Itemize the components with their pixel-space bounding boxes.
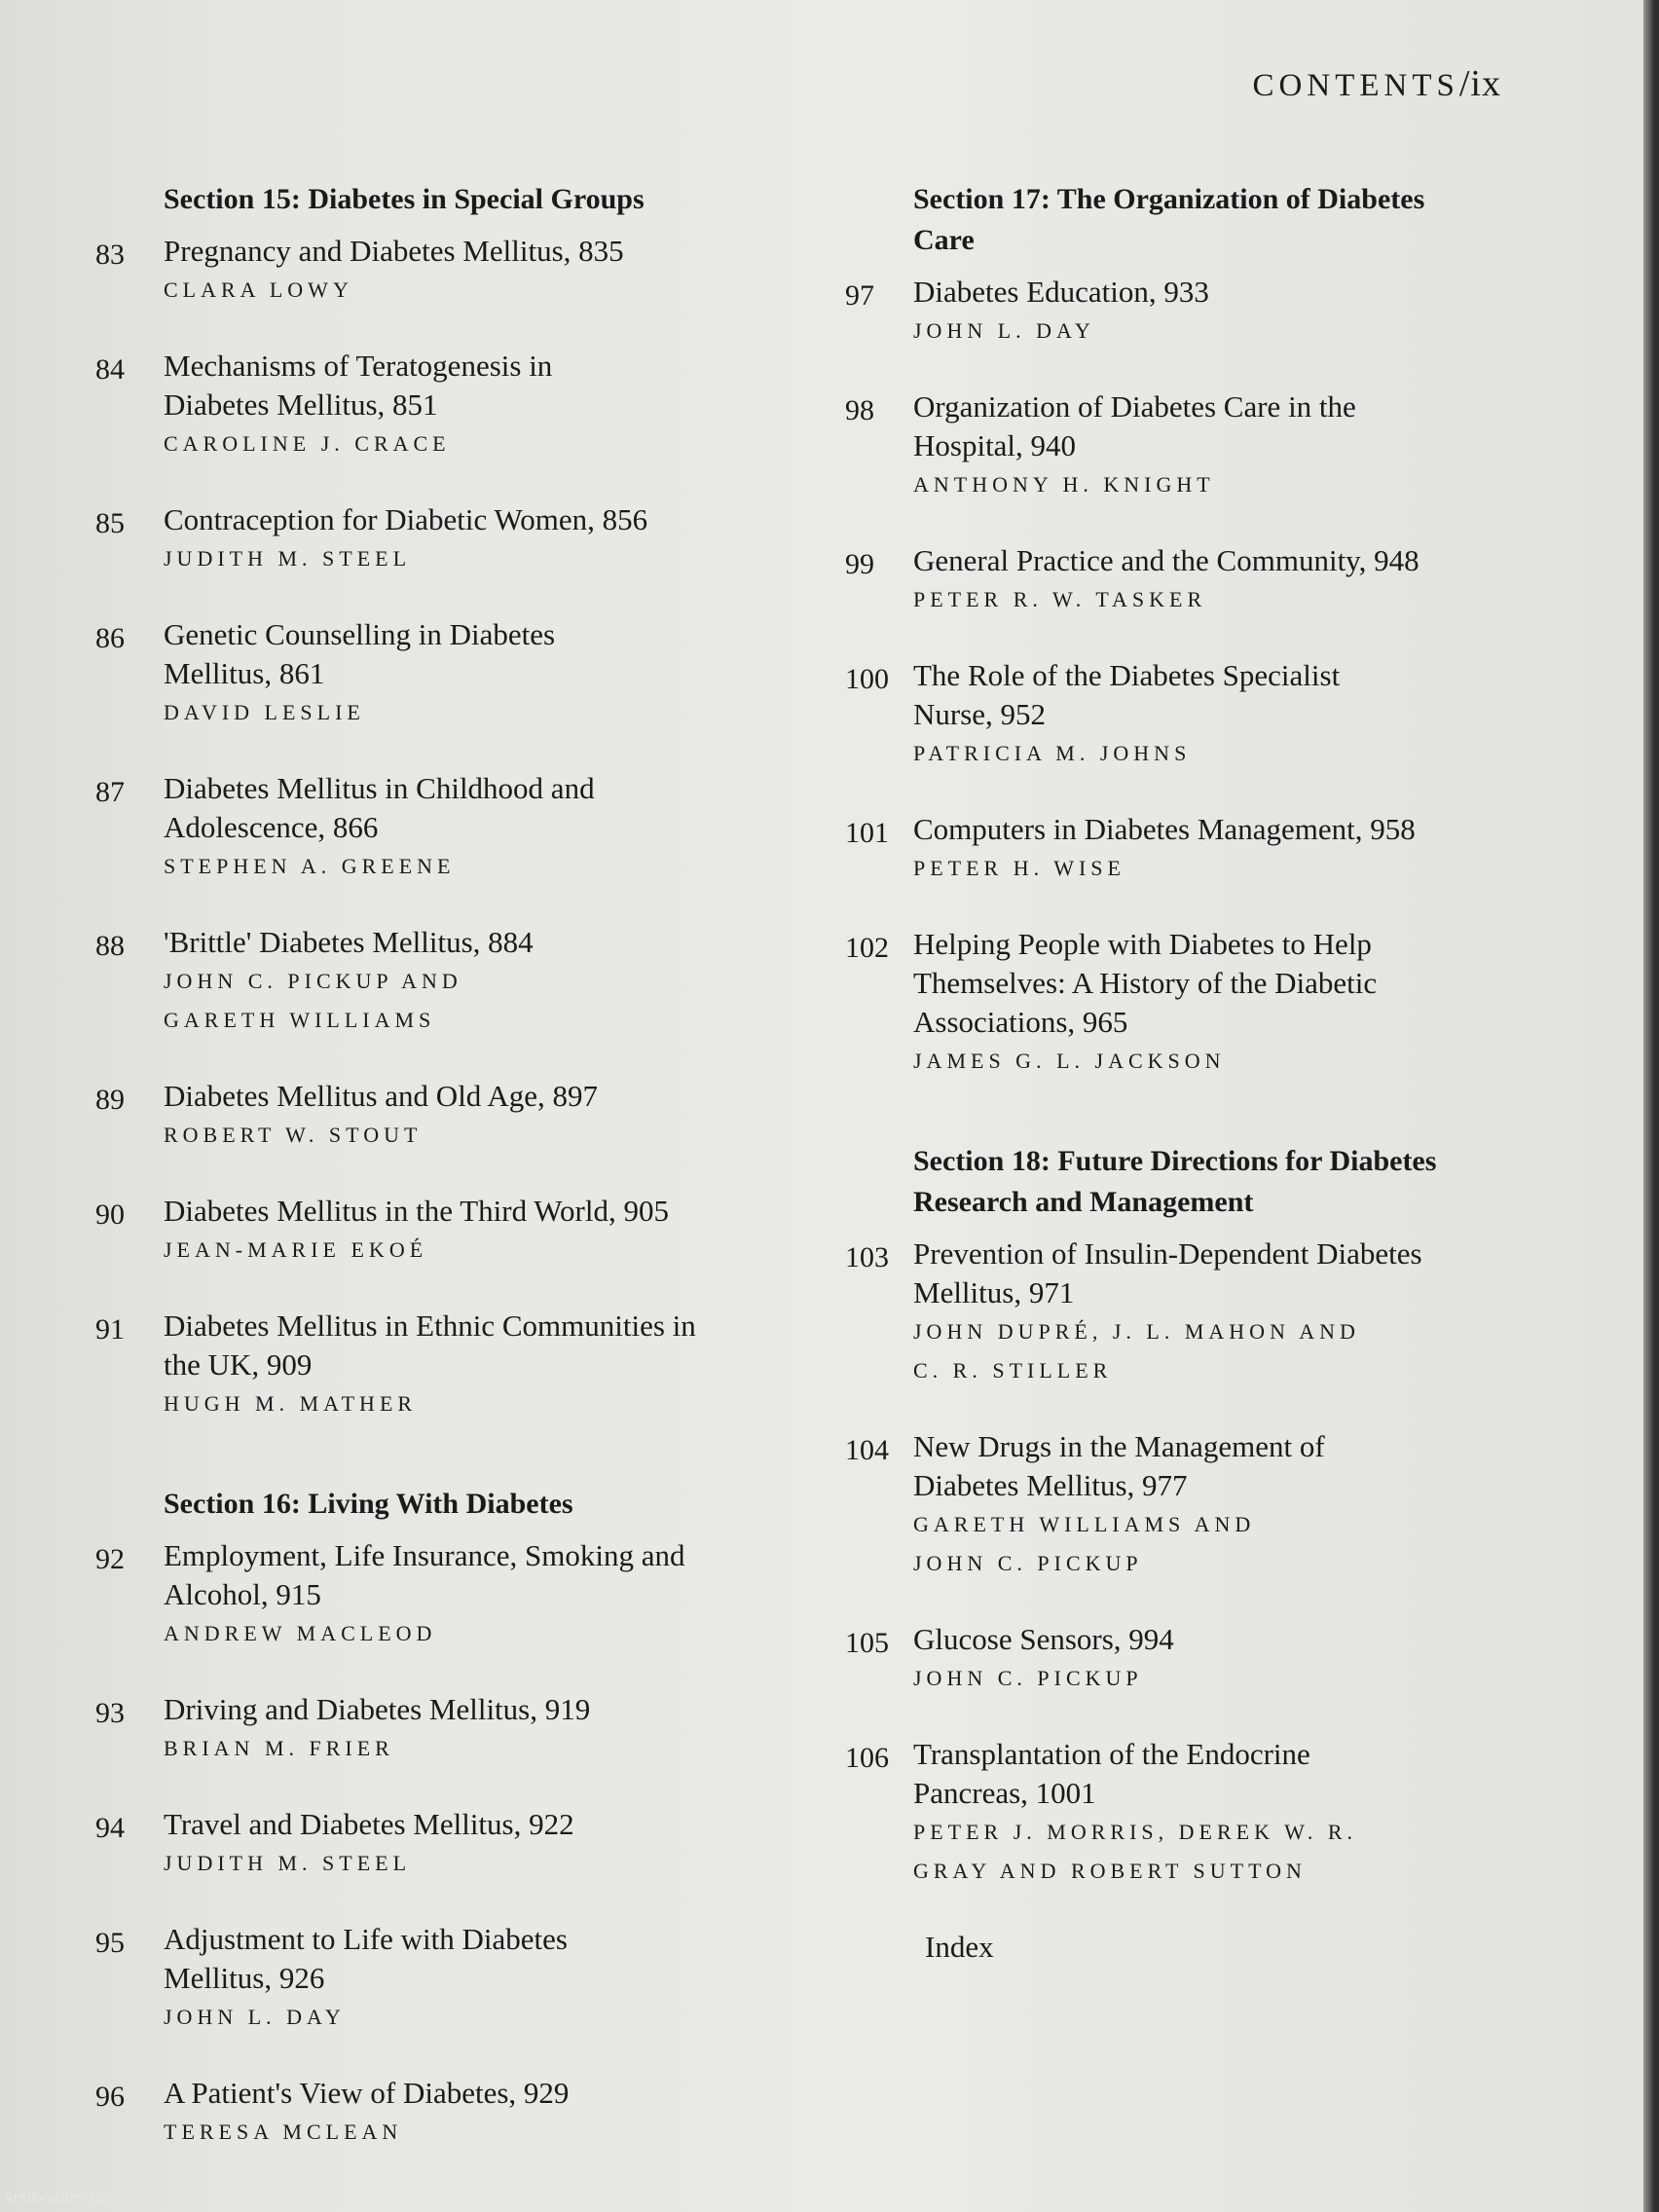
chapter-authors: JUDITH M. STEEL — [164, 546, 412, 571]
chapter-authors: JOHN L. DAY — [913, 318, 1095, 343]
chapter-body — [164, 1805, 777, 1883]
chapter-entry — [845, 810, 1556, 888]
chapter-entry — [95, 1920, 777, 2037]
section-title: Section 15: Diabetes in Special Groups — [164, 183, 645, 215]
chapter-authors: PETER R. W. TASKER — [913, 587, 1207, 611]
chapter-title: Genetic Counselling in Diabetes Mellitus, 861 — [164, 617, 556, 690]
chapter-number: 87 — [95, 776, 125, 808]
chapter-entry — [95, 1536, 777, 1653]
chapter-authors: CLARA LOWY — [164, 277, 353, 302]
chapter-number: 84 — [95, 353, 125, 386]
chapter-number: 90 — [95, 1198, 125, 1231]
chapter-authors: JAMES G. L. JACKSON — [913, 1049, 1226, 1073]
chapter-authors: BRIAN M. FRIER — [164, 1736, 394, 1760]
chapter-number: 99 — [845, 548, 874, 580]
chapter-entry — [95, 769, 777, 886]
chapter-authors: ANTHONY H. KNIGHT — [913, 472, 1215, 497]
chapter-authors: ANDREW MACLEOD — [164, 1621, 437, 1645]
chapter-number: 85 — [95, 507, 125, 539]
chapter-number: 100 — [845, 663, 889, 695]
chapter-title: Diabetes Mellitus in Childhood and Adolescence, 866 — [164, 771, 595, 844]
chapter-authors: JUDITH M. STEEL — [164, 1851, 412, 1875]
chapter-authors: STEPHEN A. GREENE — [164, 854, 456, 878]
chapter-number: 83 — [95, 239, 125, 271]
chapter-entry — [95, 1690, 777, 1768]
chapter-entry — [95, 347, 777, 463]
chapter-body — [913, 541, 1556, 619]
chapter-title: Adjustment to Life with Diabetes Mellitus, 926 — [164, 1922, 568, 1995]
chapter-body — [913, 1620, 1556, 1698]
chapter-number: 89 — [95, 1084, 125, 1116]
contents-section — [845, 179, 1556, 1081]
chapter-authors: GARETH WILLIAMS AND JOHN C. PICKUP — [913, 1512, 1256, 1575]
chapter-title: Pregnancy and Diabetes Mellitus, 835 — [164, 234, 624, 268]
chapter-entry — [845, 387, 1556, 504]
chapter-body — [164, 615, 777, 732]
chapter-title: Diabetes Mellitus and Old Age, 897 — [164, 1079, 598, 1113]
chapter-authors: JOHN L. DAY — [164, 2005, 346, 2029]
chapter-entry — [845, 656, 1556, 773]
running-head-page: /ix — [1458, 63, 1501, 104]
chapter-number: 92 — [95, 1543, 125, 1575]
index-entry: Index — [925, 1930, 994, 1964]
chapter-body — [164, 769, 777, 886]
chapter-number: 98 — [845, 394, 874, 426]
chapter-number: 104 — [845, 1434, 889, 1466]
chapter-body — [164, 347, 777, 463]
chapter-authors: ROBERT W. STOUT — [164, 1123, 423, 1147]
contents-section — [95, 179, 777, 1423]
watermark: Antikvarium.hu — [4, 2191, 109, 2206]
chapter-body — [164, 1307, 777, 1423]
chapter-entry — [95, 1805, 777, 1883]
chapter-entry — [95, 615, 777, 732]
chapter-number: 101 — [845, 817, 889, 849]
chapter-title: Driving and Diabetes Mellitus, 919 — [164, 1692, 591, 1726]
running-head — [1253, 62, 1501, 105]
chapter-authors: PETER H. WISE — [913, 856, 1125, 880]
chapter-entry — [95, 1307, 777, 1423]
chapter-body — [913, 656, 1556, 773]
chapter-number: 106 — [845, 1742, 889, 1774]
chapter-number: 105 — [845, 1627, 889, 1659]
chapter-authors: TERESA MCLEAN — [164, 2120, 403, 2144]
chapter-title: Mechanisms of Teratogenesis in Diabetes Mellitus, 851 — [164, 349, 553, 422]
chapter-title: 'Brittle' Diabetes Mellitus, 884 — [164, 925, 534, 959]
contents-section — [95, 1484, 777, 2152]
chapter-body — [164, 1536, 777, 1653]
contents-left-column — [95, 179, 777, 2189]
chapter-body — [913, 810, 1556, 888]
chapter-entry — [845, 1427, 1556, 1583]
chapter-entry — [95, 923, 777, 1040]
chapter-entry — [845, 1735, 1556, 1891]
chapter-body — [164, 500, 777, 578]
chapter-entry — [95, 500, 777, 578]
chapter-authors: DAVID LESLIE — [164, 700, 365, 724]
chapter-title: New Drugs in the Management of Diabetes Mellitus, 977 — [913, 1429, 1325, 1502]
chapter-number: 102 — [845, 932, 889, 964]
chapter-number: 95 — [95, 1927, 125, 1959]
running-head-label: CONTENTS — [1252, 68, 1459, 103]
section-title: Section 18: Future Directions for Diabetes Research and Management — [913, 1145, 1437, 1218]
chapter-body — [913, 925, 1556, 1081]
chapter-entry — [845, 1620, 1556, 1698]
chapter-number: 94 — [95, 1812, 125, 1844]
chapter-body — [164, 2074, 777, 2152]
chapter-title: Glucose Sensors, 994 — [913, 1622, 1174, 1656]
chapter-number: 93 — [95, 1697, 125, 1729]
chapter-authors: JEAN-MARIE EKOÉ — [164, 1237, 428, 1262]
chapter-title: Employment, Life Insurance, Smoking and Alcohol, 915 — [164, 1538, 685, 1611]
chapter-body — [164, 923, 777, 1040]
chapter-entry — [845, 273, 1556, 350]
chapter-authors: HUGH M. MATHER — [164, 1391, 418, 1416]
chapter-number: 97 — [845, 279, 874, 312]
section-gap — [845, 1118, 1556, 1141]
chapter-entry — [845, 541, 1556, 619]
chapter-title: Diabetes Mellitus in Ethnic Communities in the UK, 909 — [164, 1309, 696, 1382]
chapter-entry — [845, 925, 1556, 1081]
chapter-title: Helping People with Diabetes to Help Themselves: A History of the Diabetic Associations, 965 — [913, 927, 1378, 1039]
chapter-title: The Role of the Diabetes Specialist Nurse, 952 — [913, 658, 1341, 731]
chapter-body — [164, 1192, 777, 1270]
chapter-body — [164, 232, 777, 310]
chapter-number: 88 — [95, 930, 125, 962]
chapter-title: General Practice and the Community, 948 — [913, 543, 1419, 577]
chapter-number: 96 — [95, 2081, 125, 2113]
chapter-number: 86 — [95, 622, 125, 654]
chapter-authors: PETER J. MORRIS, DEREK W. R. GRAY AND ROBERT SUTTON — [913, 1820, 1357, 1883]
chapter-entry — [845, 1235, 1556, 1390]
chapter-entry — [95, 232, 777, 310]
chapter-body — [913, 1427, 1556, 1583]
chapter-entry — [95, 1077, 777, 1155]
chapter-title: Travel and Diabetes Mellitus, 922 — [164, 1807, 574, 1841]
chapter-body — [164, 1920, 777, 2037]
chapter-body — [164, 1077, 777, 1155]
section-title: Section 16: Living With Diabetes — [164, 1488, 573, 1520]
chapter-entry — [95, 2074, 777, 2152]
chapter-title: Organization of Diabetes Care in the Hospital, 940 — [913, 389, 1356, 462]
chapter-title: Computers in Diabetes Management, 958 — [913, 812, 1416, 846]
contents-section — [845, 1141, 1556, 1891]
page-edge — [1643, 0, 1659, 2212]
chapter-authors: JOHN DUPRÉ, J. L. MAHON AND C. R. STILLER — [913, 1319, 1360, 1382]
chapter-authors: CAROLINE J. CRACE — [164, 431, 451, 456]
contents-right-column — [845, 179, 1556, 1967]
section-title: Section 17: The Organization of Diabetes Care — [913, 183, 1425, 256]
chapter-title: Diabetes Education, 933 — [913, 275, 1209, 309]
chapter-number: 103 — [845, 1241, 889, 1273]
chapter-body — [164, 1690, 777, 1768]
chapter-authors: JOHN C. PICKUP — [913, 1666, 1143, 1690]
chapter-body — [913, 273, 1556, 350]
chapter-body — [913, 1735, 1556, 1891]
chapter-body — [913, 387, 1556, 504]
chapter-number: 91 — [95, 1313, 125, 1346]
chapter-authors: PATRICIA M. JOHNS — [913, 741, 1192, 765]
chapter-title: Prevention of Insulin-Dependent Diabetes Mellitus, 971 — [913, 1236, 1422, 1309]
chapter-body — [913, 1235, 1556, 1390]
chapter-authors: JOHN C. PICKUP AND GARETH WILLIAMS — [164, 969, 462, 1032]
chapter-title: Transplantation of the Endocrine Pancreas, 1001 — [913, 1737, 1310, 1810]
chapter-title: Contraception for Diabetic Women, 856 — [164, 502, 648, 536]
chapter-entry — [95, 1192, 777, 1270]
chapter-title: A Patient's View of Diabetes, 929 — [164, 2076, 570, 2110]
section-gap — [95, 1460, 777, 1484]
chapter-title: Diabetes Mellitus in the Third World, 905 — [164, 1194, 669, 1228]
